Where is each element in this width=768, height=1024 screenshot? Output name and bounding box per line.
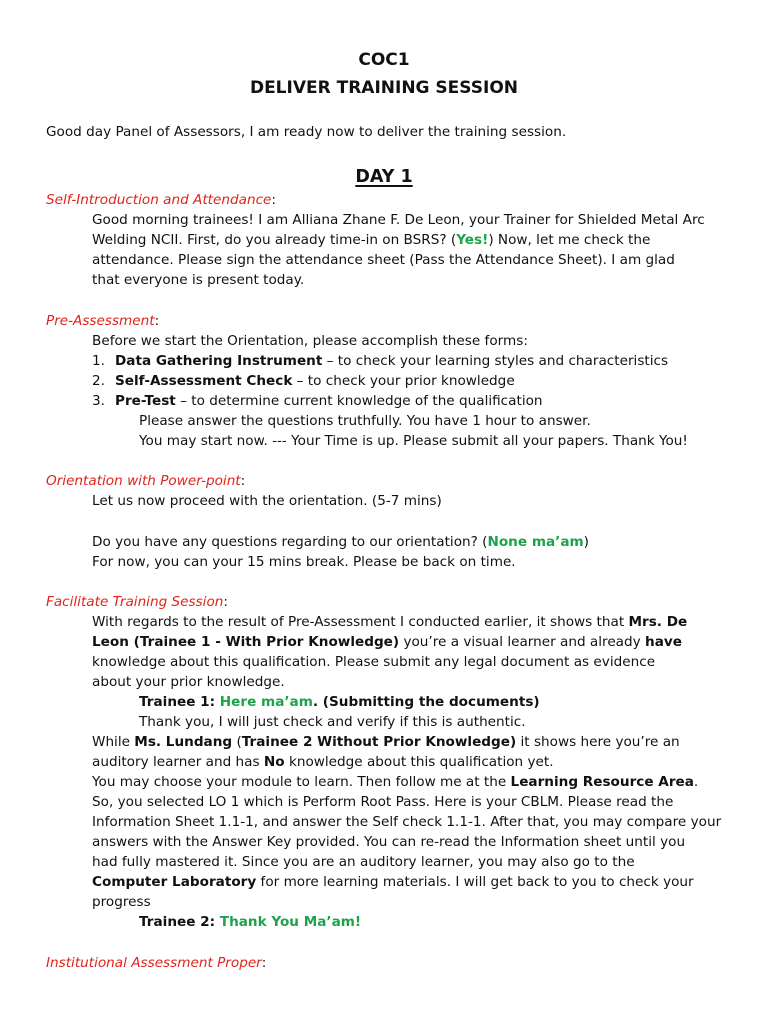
paragraph-line: auditory learner and has No knowledge about this qualification yet. bbox=[92, 754, 554, 770]
paragraph-line: For now, you can your 15 mins break. Please be back on time. bbox=[92, 554, 516, 570]
paragraph-line: Please answer the questions truthfully. You have 1 hour to answer. bbox=[139, 413, 591, 429]
document-subtitle: DELIVER TRAINING SESSION bbox=[249, 78, 519, 98]
list-item: 2. Self-Assessment Check – to check your prior knowledge bbox=[92, 373, 515, 389]
section-heading-facilitate: Facilitate Training Session: bbox=[46, 594, 228, 610]
paragraph-line: While Ms. Lundang (Trainee 2 Without Prior Knowledge) it shows here you’re an bbox=[92, 734, 680, 750]
day-heading: DAY 1 bbox=[355, 167, 413, 187]
list-item: 1. Data Gathering Instrument – to check your learning styles and characteristics bbox=[92, 353, 669, 369]
paragraph-line: Before we start the Orientation, please accomplish these forms: bbox=[92, 333, 528, 349]
paragraph-line: about your prior knowledge. bbox=[92, 674, 285, 690]
section-heading-institutional-assessment: Institutional Assessment Proper: bbox=[46, 955, 267, 971]
paragraph-line: knowledge about this qualification. Please submit any legal document as evidence bbox=[92, 654, 656, 670]
paragraph-line: So, you selected LO 1 which is Perform Root Pass. Here is your CBLM. Please read the bbox=[92, 794, 674, 810]
paragraph-line: that everyone is present today. bbox=[92, 272, 305, 288]
response-none: None ma’am bbox=[487, 534, 584, 550]
paragraph-line: You may start now. --- Your Time is up. Please submit all your papers. Thank You! bbox=[139, 433, 688, 449]
trainee-2-response: Trainee 2: Thank You Ma’am! bbox=[139, 914, 362, 930]
section-heading-orientation: Orientation with Power-point: bbox=[46, 473, 246, 489]
paragraph-line: With regards to the result of Pre-Assessment I conducted earlier, it shows that Mrs. De bbox=[92, 614, 688, 630]
section-heading-self-introduction: Self-Introduction and Attendance: bbox=[46, 192, 276, 208]
greeting-text: Good day Panel of Assessors, I am ready now to deliver the training session. bbox=[46, 124, 567, 140]
paragraph-line: had fully mastered it. Since you are an auditory learner, you may also go to the bbox=[92, 854, 635, 870]
paragraph-line: progress bbox=[92, 894, 151, 910]
paragraph-line: Let us now proceed with the orientation. (5-7 mins) bbox=[92, 493, 442, 509]
paragraph-line: Information Sheet 1.1-1, and answer the Self check 1.1-1. After that, you may compare your bbox=[92, 814, 722, 830]
trainee-1-response: Trainee 1: Here ma’am. (Submitting the documents) bbox=[139, 694, 540, 710]
paragraph-line: Welding NCII. First, do you already time-in on BSRS? (Yes!) Now, let me check the bbox=[92, 232, 651, 248]
paragraph-line: Good morning trainees! I am Alliana Zhane F. De Leon, your Trainer for Shielded Metal Arc bbox=[92, 212, 705, 228]
paragraph-line: Leon (Trainee 1 - With Prior Knowledge) you’re a visual learner and already have bbox=[92, 634, 682, 650]
document-title: COC1 bbox=[358, 50, 410, 70]
paragraph-line: You may choose your module to learn. Then follow me at the Learning Resource Area. bbox=[92, 774, 699, 790]
paragraph-line: answers with the Answer Key provided. You can re-read the Information sheet until you bbox=[92, 834, 686, 850]
section-heading-pre-assessment: Pre-Assessment: bbox=[46, 313, 160, 329]
list-item: 3. Pre-Test – to determine current knowledge of the qualification bbox=[92, 393, 543, 409]
paragraph-line: Computer Laboratory for more learning materials. I will get back to you to check your bbox=[92, 874, 694, 890]
paragraph-line: Do you have any questions regarding to our orientation? (None ma’am) bbox=[92, 534, 589, 550]
paragraph-line: Thank you, I will just check and verify if this is authentic. bbox=[139, 714, 526, 730]
paragraph-line: attendance. Please sign the attendance sheet (Pass the Attendance Sheet). I am glad bbox=[92, 252, 675, 268]
response-yes: Yes! bbox=[456, 232, 489, 248]
